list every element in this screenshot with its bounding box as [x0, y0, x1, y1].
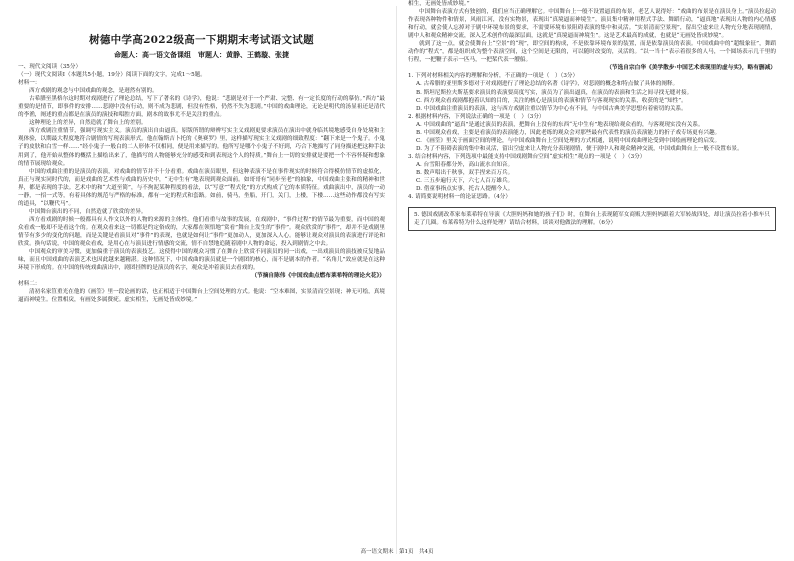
paragraph: 中国的戏曲注重的是演员的表演，对戏曲的情节并不十分看重。戏曲在演员眼里，但这种表演不是在事件现实的时候符合得模仿情节的虚拟化，真正与现实同时代的，而是戏曲的艺术性与戏曲的历史中，“无中生有”地表现到观众面前。如哥哥有“同步至老”的抽象，中国戏曲主张和的精神和世界，都是表现的手法。艺术中的和“大道至简”，与不拘泥某种程度的看法，以“写意”“程式化”的方式构成了它的本质特征。戏曲演出中，演员的一动一静，一招一式等，有着具体的规范与严格的标准，都有一定的程式和套路。如前，骑马，坐船，开门，关门，上楼，下楼……这些动作都没有写实的道具，“以鞭代马”。 [18, 168, 385, 207]
paragraph: 中国舞台表演方式有独创的，我们应当正确理解它。中国舞台上一般不设置逼真的布景，老艺人说得好：“戏曲的布景是在演员身上。”演员拉起动作表现各种物件和情景，风雨江河，没有实物景，表现出“真境逼而神境生”。演员集中精神用程式手法、舞蹈行动，“逼真地”表现出人物的内心情感和行动，就会使人忘掉对于剧中环境布景的要求，不需要环境布景阻碍表演的集中和灵活。“实景清而空景现”，留出空虚来让人物充分地表现剧情，剧中人和观众精神交流，深入艺术创作的最深层面，这就是“真境逼而神境生”。这是艺术最高的成就，也就是“无画处皆成妙境”。 [408, 9, 776, 40]
paragraph: 3. 结合材料内容，下列选项中最能支持中国戏剧舞台空间“虚实相生”观点的一项是（ ）（3分） [408, 153, 646, 160]
column-divider [396, 6, 397, 554]
answer-option: A. 中国戏曲的“逼真”是通过演员的表演，把舞台上没有的东西“无中生有”地表现给观众看的，与客观现实没有关系。 [416, 121, 704, 128]
answer-option: B. 数声唱出千秋事，双手捏来百万兵。 [416, 169, 514, 176]
answer-option: B. 斯坦尼斯拉夫斯基要求演员的表演要高度写实，演员为了演出逼真，在演员的表演和生活之间寻找无缝对接。 [416, 89, 693, 96]
paragraph: 材料二： [18, 281, 41, 288]
left-body [18, 63, 385, 304]
paragraph: 2. 根据材料内容，下列说法正确的一项是（ ）（3分） [408, 113, 545, 120]
paragraph: 这种理论上的差异，自然造就了舞台上的差别。 [29, 120, 147, 127]
paragraph: （一）现代文阅读Ⅰ（本题共5小题，19分）阅读下面的文字，完成1～5题。 [18, 72, 206, 79]
answer-option: B. 中国观众看戏，主要是看演员的表演能力，因此老练的观众会对那些最有代表性的演员表演能力的折子戏专场更有兴趣。 [416, 129, 721, 136]
question-5-box [408, 207, 776, 231]
answer-option: C. 三五步遍行天下，六七人百万雄兵。 [416, 178, 514, 185]
paragraph: 中国舞台演出的不同，自然造就了欣赏的差异。 [29, 208, 147, 215]
answer-option: C. 《画筌》里关于画面空间的理论，与中国戏曲舞台上空间处理的方式相通，说明中国戏曲理论受到中国绘画理论的启发。 [416, 137, 721, 144]
right-column [408, 0, 776, 231]
page-footer: 高一语文期末 第1页 共4页 [360, 549, 434, 555]
paragraph: 就到了这一点，就会使舞台上“空景”的“现”，即空间的构成，不是依靠环境布景的装置，而是依靠演员的表演。中国戏曲中的“超级象征”，舞蹈动作的“程式”，都是组织成为整个表演空间，这个空间是无限的，可以随时改变的，灵活的。“以一当十”表示着很多的人马，一个圆场表示几千里的行程，一把鞭子表示一匹马，一把桨代表一艘船。 [408, 41, 776, 64]
paragraph: 相生，无画处皆成妙境。” [408, 1, 470, 7]
answer-option: D. 为了不阻碍表演的集中和灵活，留出空虚来让人物充分表现剧情，便于剧中人和观众精神交流，中国戏曲舞台上一般不设置布景。 [416, 145, 743, 152]
paragraph: 一、现代文阅读（35分） [18, 64, 82, 70]
setters-line: 命题人：高一语文备课组 审题人：黄静、王鹤璇、张捷 [114, 50, 289, 59]
answer-option: A. 台雪阳春都分外，高山流水自知音。 [416, 161, 514, 168]
answer-option: C. 西方观众看戏剧都抱着认知的目的，关注的核心是演员的表演和情节与客观现实的关系，收获的是“知性”。 [416, 97, 687, 104]
answer-option: A. 古希腊的亚里斯多德对于对戏剧进行了理论总结的名著《诗学》，对悲剧的概念和特点做了具体的阐释。 [416, 81, 679, 88]
source-note: （节摘自陈伟《中国戏曲点燃布莱希特的理论火花》） [251, 273, 385, 280]
left-column [18, 0, 385, 304]
exam-title: 树德中学高2022级高一下期期末考试语文试题 [89, 34, 314, 46]
paragraph: 中国观众的审美习惯，更加偏重于演员的表演技艺。这使得中国的观众习惯了在舞台上欣赏不同演员的同一出戏，一出戏演员的演技被反复地品味，而且中国戏曲的表演艺术也因此越来越精湛。这种情况下，中国戏曲的演员就是一个剧团的核心，而不是剧本的作者。“名角儿”效应就是在这种环境下形成的。在中国的传统戏曲演出中，剧团挂牌的是演员的名字，观众是冲着演员去看戏的。 [18, 249, 385, 272]
paragraph: 西方戏剧注重情节，强调写现实主义。演员的演出自由逼真。原版所谓的辩辨写实主义戏剧更要求演员在演出中就身临其境地感受自身处境和主观体验，以期最大程度地符合剧情的写现表演形式。他在翰斯吉卜托的《奥赛罗》里，这样描写现实主义戏剧的细致程度：“翻下来是一个鬼子。小鬼子的皮肤和白雪一样……”经小鬼子一般白的二人形体不仅相同，便是用来描写的。他所写是哪个小鬼子不好到，巧合下地描写了同身描述把这种手法用到了，他开始从整体的概括上描绘出来了，他描写的人物能够充分的感受和到表现这个人的特质。”舞台上一切的安排就是要把一个不容怀疑和想象的情节展现给观众。 [18, 128, 385, 167]
answer-option: D. 借童事指点实事，托古人提醒今人。 [416, 186, 514, 193]
paragraph: 材料一： [18, 80, 41, 87]
paragraph: 1. 下列对材料相关内容的理解和分析，不正确的一项是（ ）（3分） [408, 73, 579, 80]
right-body [408, 0, 776, 201]
paragraph: 西方戏剧的观念与中国戏曲的观念，是迥然有别的。 [29, 88, 158, 95]
source-note: （节选自宗白华《美学散步·中国艺术表现里的虚与实》，略有删减） [606, 65, 776, 72]
answer-option: D. 中国戏曲注重演员的表演，这与西方戏剧注重以情节为中心有不同，与中国古典美学思想有着密切的关系。 [416, 105, 687, 112]
question-5-text: 5. 德国戏剧改革家布莱希特在导演《大胆妈妈和她的孩子们》时，在舞台上表现随军女商贩大胆妈妈跟着大军转战四处，却让演员拉着小推车只走了几圈。布莱希特为什么这样处理？请结合材料，谈谈对他做法的理解。（6分） [414, 212, 770, 227]
paragraph: 西方看戏剧的时候一般都具有人作文以外的人物的来源的主体性。他们看重与故事的发展，在戏剧中，“事件过程”的情节最为重要，而中国的观众看戏一般却不是看这个的。在观众看来这一切都是约定俗成的，大家都在领悟地“赏看”舞台上发生的“事件”。观众欣赏的“事件”，却并不是戏剧里情节有多少的变化的问题，而是关键是看演员对“事件”的表现，也就是如何让“事件”更加动人，更加深入人心。能够让观众对演员的表演进行评论和欣赏。换句话说，中国的观众看戏，是用心在与演员进行情感的交流，情不自禁地追随着剧中人物的命运，投入到剧情之中去。 [18, 216, 385, 248]
paragraph: 古希腊至黑格尔这时期对戏剧进行了理论总结，写下了著名的《诗学》，他说：“悲剧是对于一个严肃、完整、有一定长度的行动的摹仿。”西方“最重要的是情节，即事件的安排……悲剧中没有行动，则不成为悲剧，但没有性格，仍然不失为悲剧。”中国的戏曲理论，无论是明代的汤显祖还是清代的李渔，阐述的重点都是在演员的演技和唱腔方面，剧本的故事尤不是关注的重点。 [18, 96, 385, 119]
paragraph: 4. 请简要说明材料一的论证思路。（4分） [408, 194, 511, 201]
paragraph: 清初名家笪重光在他的《画筌》里一段论画的话，也正相适于中国舞台上空间处理的方式。他说：“空本难图，实景清而空景现；神无可绘，真境逼而神境生。位置相戾，有画处多属赘疣。虚实相生，无画处皆成妙境。” [18, 289, 385, 304]
